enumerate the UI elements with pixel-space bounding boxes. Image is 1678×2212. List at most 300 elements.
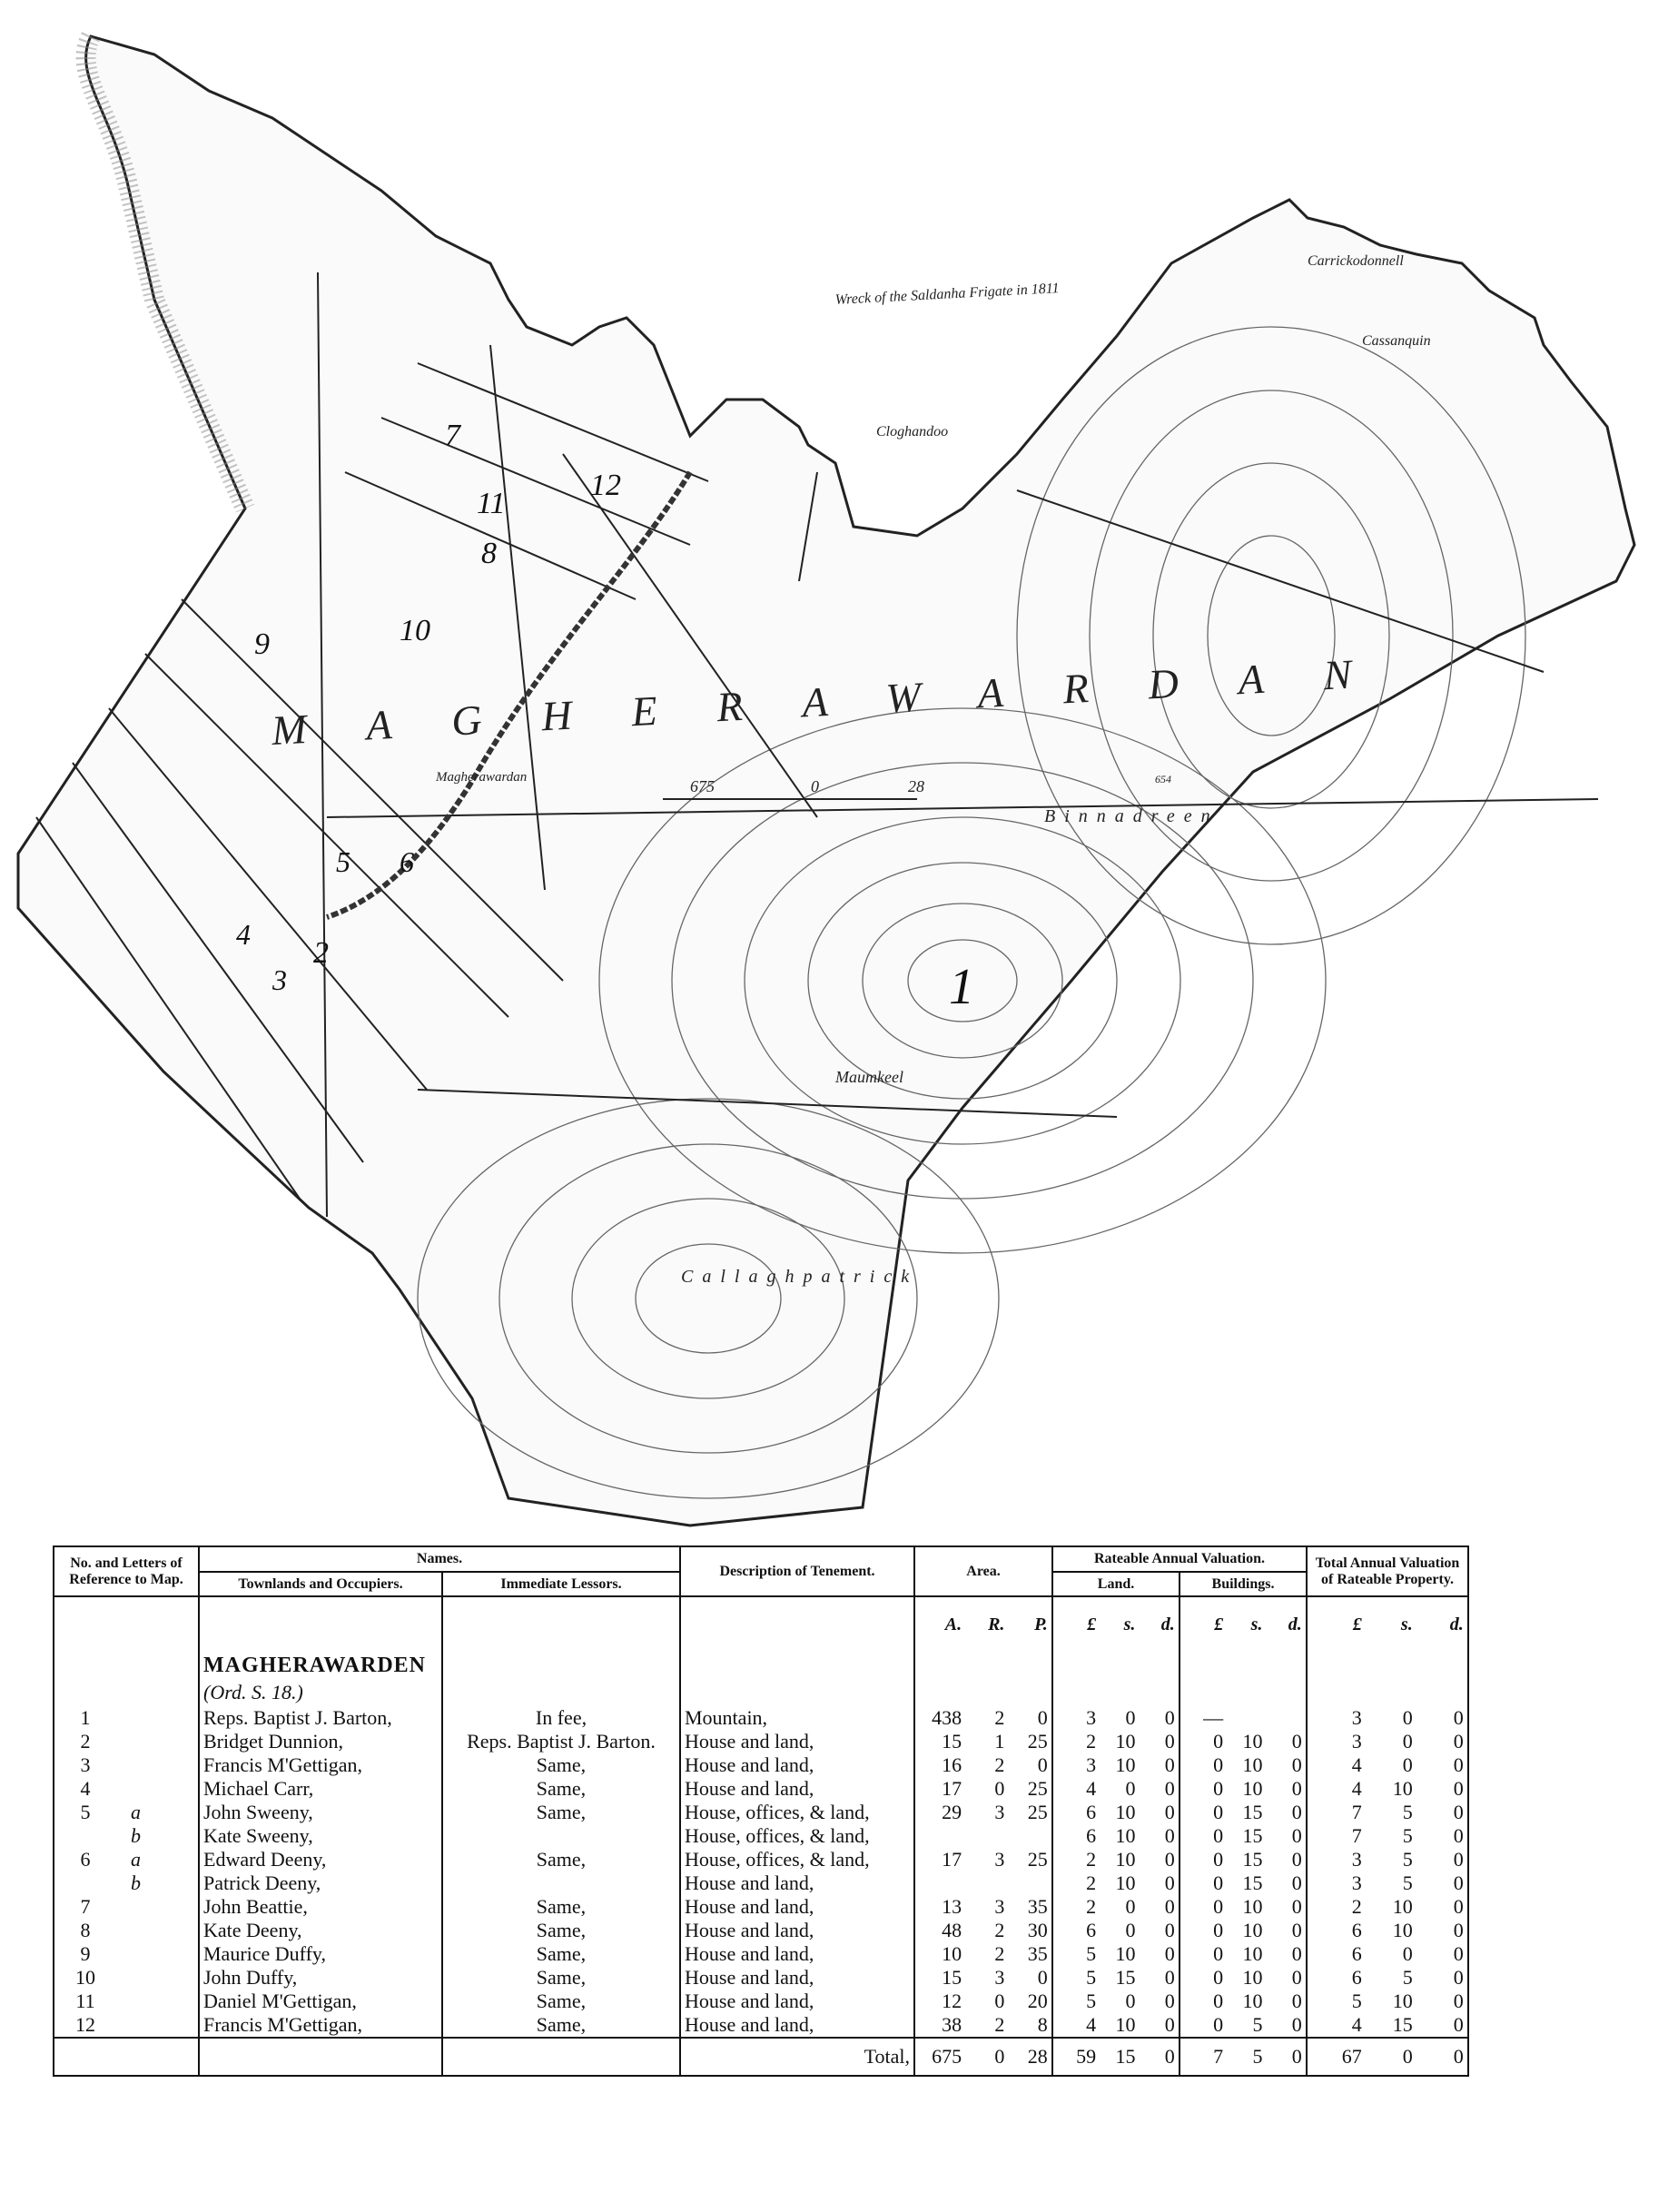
buildings-0: 0 — [1213, 1730, 1224, 1753]
table-row — [54, 1895, 1468, 1919]
total-2: 0 — [1453, 1966, 1464, 1990]
buildings-2: 0 — [1291, 2013, 1302, 2037]
ref-letter — [113, 1706, 131, 1729]
area-2: 8 — [1037, 2013, 1048, 2037]
table-row — [54, 1848, 1468, 1871]
area-2: 30 — [1027, 1919, 1048, 1942]
buildings-2: 0 — [1291, 1848, 1302, 1871]
buildings-2: 0 — [1291, 1824, 1302, 1848]
parcel-number-12: 12 — [590, 469, 621, 502]
land-2: 0 — [1164, 1966, 1175, 1990]
description: House and land, — [680, 1895, 914, 1919]
parcel-number-4: 4 — [236, 918, 251, 951]
total-total-l: 67 — [1341, 2045, 1362, 2069]
table-row — [54, 1966, 1468, 1990]
buildings-0: 0 — [1213, 1801, 1224, 1824]
area-0: 17 — [942, 1848, 962, 1871]
total-1: 10 — [1392, 1895, 1413, 1919]
buildings-1: 15 — [1242, 1848, 1263, 1871]
ref-letter: b — [131, 1871, 141, 1895]
buildings-1: 10 — [1242, 1895, 1263, 1919]
occupier: Reps. Baptist J. Barton, — [199, 1706, 442, 1730]
land-1: 0 — [1125, 1990, 1136, 2013]
description: House and land, — [680, 1730, 914, 1753]
total-2: 0 — [1453, 1824, 1464, 1848]
land-2: 0 — [1164, 1919, 1175, 1942]
land-1: 10 — [1115, 1824, 1136, 1848]
table-row — [54, 1942, 1468, 1966]
area-0: 38 — [942, 2013, 962, 2037]
total-2: 0 — [1453, 1848, 1464, 1871]
land-1: 10 — [1115, 2013, 1136, 2037]
buildings-0: 0 — [1213, 1919, 1224, 1942]
description: House and land, — [680, 1871, 914, 1895]
total-0: 4 — [1351, 2013, 1362, 2037]
total-row — [54, 2038, 1468, 2076]
total-2: 0 — [1453, 1801, 1464, 1824]
land-0: 4 — [1086, 2013, 1097, 2037]
area-1: 0 — [994, 1777, 1005, 1801]
table-row — [54, 1919, 1468, 1942]
buildings-1: 5 — [1252, 2013, 1263, 2037]
buildings-2: 0 — [1291, 1895, 1302, 1919]
area-1: 2 — [994, 1753, 1005, 1777]
land-2: 0 — [1164, 1990, 1175, 2013]
total-2: 0 — [1453, 1895, 1464, 1919]
place-saldanha-wreck: Wreck of the Saldanha Frigate in 1811 — [834, 281, 1060, 308]
parcel-number-2: 2 — [313, 936, 329, 970]
buildings-0: 0 — [1213, 2013, 1224, 2037]
land-2: 0 — [1164, 1942, 1175, 1966]
area-2: 0 — [1037, 1966, 1048, 1990]
ref-letter — [113, 1730, 131, 1753]
unit-land-s: s. — [1123, 1615, 1136, 1635]
table-row — [54, 1871, 1468, 1895]
occupier: Maurice Duffy, — [199, 1942, 442, 1966]
land-2: 0 — [1164, 1706, 1175, 1730]
area-0: 17 — [942, 1777, 962, 1801]
ref-letter: b — [131, 1824, 141, 1848]
total-land-d: 0 — [1164, 2045, 1175, 2069]
total-1: 15 — [1392, 2013, 1413, 2037]
total-2: 0 — [1453, 1753, 1464, 1777]
area-note-perches: 28 — [908, 777, 924, 795]
place-cassanquin: Cassanquin — [1362, 333, 1431, 349]
header-rateable: Rateable Annual Valuation. — [1052, 1546, 1307, 1572]
ref-letter — [113, 1919, 131, 1941]
total-1: 5 — [1402, 1801, 1413, 1824]
table-row — [54, 1777, 1468, 1801]
valuation-table-container — [53, 1545, 1467, 2197]
land-0: 5 — [1086, 1942, 1097, 1966]
buildings-0: 0 — [1213, 1871, 1224, 1895]
description: House and land, — [680, 1777, 914, 1801]
lessor: Same, — [442, 1966, 680, 1990]
total-2: 0 — [1453, 1942, 1464, 1966]
land-1: 15 — [1115, 1966, 1136, 1990]
buildings-0: 0 — [1213, 1942, 1224, 1966]
total-land-s: 15 — [1115, 2045, 1136, 2069]
lessor: Same, — [442, 2013, 680, 2038]
total-1: 0 — [1402, 1706, 1413, 1730]
total-0: 6 — [1351, 1942, 1362, 1966]
occupier: John Beattie, — [199, 1895, 442, 1919]
area-0: 48 — [942, 1919, 962, 1942]
area-1: 3 — [994, 1895, 1005, 1919]
ref-letter — [113, 1895, 131, 1918]
parcel-number-11: 11 — [477, 487, 506, 520]
buildings-2: 0 — [1291, 1966, 1302, 1990]
unit-total-l: £ — [1352, 1615, 1362, 1635]
unit-land-d: d. — [1160, 1615, 1175, 1635]
area-2: 0 — [1037, 1753, 1048, 1777]
unit-area-p: P. — [1034, 1615, 1048, 1635]
land-0: 4 — [1086, 1777, 1097, 1801]
unit-total-s: s. — [1400, 1615, 1413, 1635]
total-1: 0 — [1402, 1753, 1413, 1777]
ref-number: 1 — [80, 1706, 91, 1730]
land-0: 2 — [1086, 1848, 1097, 1871]
buildings-2: 0 — [1291, 1730, 1302, 1753]
units-row — [54, 1596, 1468, 1652]
occupier: John Duffy, — [199, 1966, 442, 1990]
land-2: 0 — [1164, 2013, 1175, 2037]
table-row — [54, 1990, 1468, 2013]
area-0: 10 — [942, 1942, 962, 1966]
place-callaghpatrick: Callaghpatrick — [681, 1267, 919, 1287]
lessor: Same, — [442, 1895, 680, 1919]
header-names: Names. — [199, 1546, 680, 1572]
total-1: 0 — [1402, 1730, 1413, 1753]
area-2: 25 — [1027, 1801, 1048, 1824]
area-1: 3 — [994, 1848, 1005, 1871]
place-cloghandoo: Cloghandoo — [876, 424, 949, 439]
header-total: Total Annual Valuation of Rateable Property. — [1307, 1546, 1468, 1596]
place-carrickodonnell: Carrickodonnell — [1308, 253, 1404, 269]
lessor — [442, 1824, 680, 1848]
lessor: Same, — [442, 1753, 680, 1777]
description: House, offices, & land, — [680, 1824, 914, 1848]
land-1: 0 — [1125, 1777, 1136, 1801]
buildings-0: 0 — [1213, 1777, 1224, 1801]
total-2: 0 — [1453, 1730, 1464, 1753]
area-2: 35 — [1027, 1942, 1048, 1966]
lessor: Same, — [442, 1777, 680, 1801]
area-1: 2 — [994, 1919, 1005, 1942]
area-0: 12 — [942, 1990, 962, 2013]
ref-letter — [113, 1942, 131, 1965]
total-2: 0 — [1453, 1706, 1464, 1730]
total-0: 3 — [1351, 1730, 1362, 1753]
area-0: 15 — [942, 1730, 962, 1753]
lessor: Same, — [442, 1801, 680, 1824]
land-0: 5 — [1086, 1966, 1097, 1990]
total-area-p: 28 — [1027, 2045, 1048, 2069]
unit-total-d: d. — [1449, 1615, 1464, 1635]
area-2: 0 — [1037, 1706, 1048, 1730]
total-1: 5 — [1402, 1966, 1413, 1990]
area-note-acres: 675 — [690, 777, 715, 795]
townland-row — [54, 1652, 1468, 1679]
buildings-0: 0 — [1213, 1966, 1224, 1990]
description: House and land, — [680, 1990, 914, 2013]
land-2: 0 — [1164, 1824, 1175, 1848]
ref-number: 11 — [75, 1990, 95, 2013]
total-0: 2 — [1351, 1895, 1362, 1919]
total-1: 0 — [1402, 1942, 1413, 1966]
occupier: Patrick Deeny, — [199, 1871, 442, 1895]
description: Mountain, — [680, 1706, 914, 1730]
total-total-d: 0 — [1453, 2045, 1464, 2069]
buildings-1: 10 — [1242, 1942, 1263, 1966]
total-2: 0 — [1453, 1871, 1464, 1895]
table-row — [54, 1753, 1468, 1777]
ref-number: 7 — [80, 1895, 91, 1919]
unit-area-a: A. — [944, 1615, 962, 1635]
table-row — [54, 1730, 1468, 1753]
place-magherawardan: Magherawardan — [436, 770, 528, 785]
area-2: 25 — [1027, 1730, 1048, 1753]
total-2: 0 — [1453, 1777, 1464, 1801]
total-1: 5 — [1402, 1848, 1413, 1871]
lessor: Same, — [442, 1919, 680, 1942]
area-1: 0 — [994, 1990, 1005, 2013]
total-label: Total, — [680, 2038, 914, 2076]
total-1: 10 — [1392, 1777, 1413, 1801]
ref-number: 12 — [75, 2013, 95, 2037]
unit-area-r: R. — [988, 1615, 1005, 1635]
land-1: 0 — [1125, 1895, 1136, 1919]
ref-number: 5 — [80, 1801, 91, 1824]
land-0: 6 — [1086, 1919, 1097, 1942]
buildings-0: 0 — [1213, 1990, 1224, 2013]
area-2: 25 — [1027, 1848, 1048, 1871]
land-1: 10 — [1115, 1871, 1136, 1895]
parcel-number-8: 8 — [481, 537, 497, 570]
ref-number: 8 — [80, 1919, 91, 1942]
land-2: 0 — [1164, 1801, 1175, 1824]
area-2: 25 — [1027, 1777, 1048, 1801]
occupier: Bridget Dunnion, — [199, 1730, 442, 1753]
land-1: 10 — [1115, 1753, 1136, 1777]
parcel-number-5: 5 — [336, 845, 350, 878]
total-2: 0 — [1453, 1990, 1464, 2013]
total-area-a: 675 — [932, 2045, 962, 2069]
total-0: 6 — [1351, 1966, 1362, 1990]
buildings-1: 10 — [1242, 1966, 1263, 1990]
buildings-2: 0 — [1291, 1801, 1302, 1824]
land-2: 0 — [1164, 1848, 1175, 1871]
land-1: 0 — [1125, 1919, 1136, 1942]
description: House, offices, & land, — [680, 1801, 914, 1824]
land-1: 10 — [1115, 1848, 1136, 1871]
area-0: 15 — [942, 1966, 962, 1990]
buildings-2: 0 — [1291, 1753, 1302, 1777]
buildings-1: 10 — [1242, 1990, 1263, 2013]
area-1: 2 — [994, 1706, 1005, 1730]
table-row — [54, 1824, 1468, 1848]
buildings-1: 10 — [1242, 1753, 1263, 1777]
land-0: 3 — [1086, 1753, 1097, 1777]
total-1: 5 — [1402, 1824, 1413, 1848]
ord-survey-ref: (Ord. S. 18.) — [199, 1679, 442, 1706]
land-0: 2 — [1086, 1895, 1097, 1919]
total-1: 5 — [1402, 1871, 1413, 1895]
land-0: 3 — [1086, 1706, 1097, 1730]
buildings-1: 10 — [1242, 1730, 1263, 1753]
land-2: 0 — [1164, 1753, 1175, 1777]
occupier: John Sweeny, — [199, 1801, 442, 1824]
ref-number: 3 — [80, 1753, 91, 1777]
total-area-r: 0 — [994, 2045, 1005, 2069]
lessor: Reps. Baptist J. Barton. — [442, 1730, 680, 1753]
buildings-2: 0 — [1291, 1942, 1302, 1966]
buildings-0: 0 — [1213, 1824, 1224, 1848]
buildings-1: 15 — [1242, 1824, 1263, 1848]
total-bldg-l: 7 — [1213, 2045, 1224, 2069]
header-buildings: Buildings. — [1180, 1572, 1307, 1597]
total-0: 3 — [1351, 1848, 1362, 1871]
description: House and land, — [680, 1942, 914, 1966]
area-0: 29 — [942, 1801, 962, 1824]
buildings-2 — [1263, 1706, 1302, 1730]
header-ref: No. and Letters of Reference to Map. — [54, 1546, 199, 1596]
total-bldg-d: 0 — [1291, 2045, 1302, 2069]
table-row — [54, 1801, 1468, 1824]
land-1: 10 — [1115, 1801, 1136, 1824]
land-0: 2 — [1086, 1730, 1097, 1753]
occupier: Daniel M'Gettigan, — [199, 1990, 442, 2013]
land-2: 0 — [1164, 1730, 1175, 1753]
ref-letter — [113, 1777, 131, 1800]
townland-name: MAGHERAWARDEN — [199, 1652, 442, 1679]
lessor: Same, — [442, 1990, 680, 2013]
parcel-number-1: 1 — [949, 959, 974, 1015]
ref-letter — [113, 1753, 131, 1776]
area-2: 20 — [1027, 1990, 1048, 2013]
area-1: 3 — [994, 1966, 1005, 1990]
unit-land-l: £ — [1087, 1615, 1097, 1635]
spot-height: 654 — [1155, 773, 1171, 785]
place-maumkeel: Maumkeel — [835, 1068, 903, 1086]
total-0: 4 — [1351, 1777, 1362, 1801]
total-0: 6 — [1351, 1919, 1362, 1942]
header-lessors: Immediate Lessors. — [442, 1572, 680, 1597]
area-note-roods: 0 — [811, 777, 819, 795]
buildings-2: 0 — [1291, 1919, 1302, 1942]
parcel-number-10: 10 — [400, 614, 430, 647]
buildings-0: — — [1203, 1706, 1224, 1730]
lessor: In fee, — [442, 1706, 680, 1730]
description: House and land, — [680, 1966, 914, 1990]
occupier: Kate Sweeny, — [199, 1824, 442, 1848]
area-2: 35 — [1027, 1895, 1048, 1919]
total-2: 0 — [1453, 1919, 1464, 1942]
unit-bldg-s: s. — [1250, 1615, 1263, 1635]
ref-number: 6 — [80, 1848, 91, 1871]
description: House and land, — [680, 2013, 914, 2038]
total-1: 10 — [1392, 1919, 1413, 1942]
ref-number: 10 — [75, 1966, 95, 1990]
buildings-2: 0 — [1291, 1871, 1302, 1895]
ref-letter: a — [131, 1801, 141, 1824]
land-1: 10 — [1115, 1942, 1136, 1966]
area-1: 3 — [994, 1801, 1005, 1824]
land-1: 10 — [1115, 1730, 1136, 1753]
total-0: 7 — [1351, 1801, 1362, 1824]
description: House and land, — [680, 1753, 914, 1777]
buildings-2: 0 — [1291, 1777, 1302, 1801]
land-0: 2 — [1086, 1871, 1097, 1895]
townland-label: MAGHERAWARDAN — [270, 647, 1413, 754]
occupier: Francis M'Gettigan, — [199, 2013, 442, 2038]
land-2: 0 — [1164, 1777, 1175, 1801]
parcel-number-6: 6 — [400, 845, 414, 878]
total-land-l: 59 — [1076, 2045, 1097, 2069]
parcel-number-7: 7 — [445, 419, 460, 452]
ref-number: 2 — [80, 1730, 91, 1753]
ref-number: 4 — [80, 1777, 91, 1801]
occupier: Kate Deeny, — [199, 1919, 442, 1942]
total-0: 7 — [1351, 1824, 1362, 1848]
occupier: Edward Deeny, — [199, 1848, 442, 1871]
total-1: 10 — [1392, 1990, 1413, 2013]
header-description: Description of Tenement. — [680, 1546, 914, 1596]
buildings-1: 15 — [1242, 1801, 1263, 1824]
land-0: 6 — [1086, 1824, 1097, 1848]
area-1: 1 — [994, 1730, 1005, 1753]
unit-bldg-l: £ — [1214, 1615, 1224, 1635]
area-1: 2 — [994, 2013, 1005, 2037]
description: House, offices, & land, — [680, 1848, 914, 1871]
header-land: Land. — [1052, 1572, 1180, 1597]
description: House and land, — [680, 1919, 914, 1942]
header-townlands: Townlands and Occupiers. — [199, 1572, 442, 1597]
ref-letter: a — [131, 1848, 141, 1871]
lessor: Same, — [442, 1848, 680, 1871]
lessor — [442, 1871, 680, 1895]
land-2: 0 — [1164, 1871, 1175, 1895]
total-total-s: 0 — [1402, 2045, 1413, 2069]
buildings-0: 0 — [1213, 1848, 1224, 1871]
occupier: Francis M'Gettigan, — [199, 1753, 442, 1777]
header-area: Area. — [914, 1546, 1052, 1596]
buildings-1 — [1224, 1706, 1263, 1730]
total-0: 5 — [1351, 1990, 1362, 2013]
parcel-number-3: 3 — [272, 963, 287, 996]
buildings-1: 15 — [1242, 1871, 1263, 1895]
total-0: 3 — [1351, 1706, 1362, 1730]
land-0: 6 — [1086, 1801, 1097, 1824]
buildings-1: 10 — [1242, 1777, 1263, 1801]
ref-letter — [113, 1990, 131, 2012]
buildings-0: 0 — [1213, 1895, 1224, 1919]
area-0: 438 — [932, 1706, 962, 1730]
buildings-2: 0 — [1291, 1990, 1302, 2013]
valuation-table — [53, 1545, 1469, 2077]
area-1: 2 — [994, 1942, 1005, 1966]
occupier: Michael Carr, — [199, 1777, 442, 1801]
parcel-number-9: 9 — [254, 627, 270, 661]
buildings-0: 0 — [1213, 1753, 1224, 1777]
area-0: 13 — [942, 1895, 962, 1919]
area-0: 16 — [942, 1753, 962, 1777]
ord-row — [54, 1679, 1468, 1706]
ref-letter — [113, 1966, 131, 1989]
total-2: 0 — [1453, 2013, 1464, 2037]
land-1: 0 — [1125, 1706, 1136, 1730]
place-binnadreen: Binnadreen — [1044, 806, 1219, 826]
